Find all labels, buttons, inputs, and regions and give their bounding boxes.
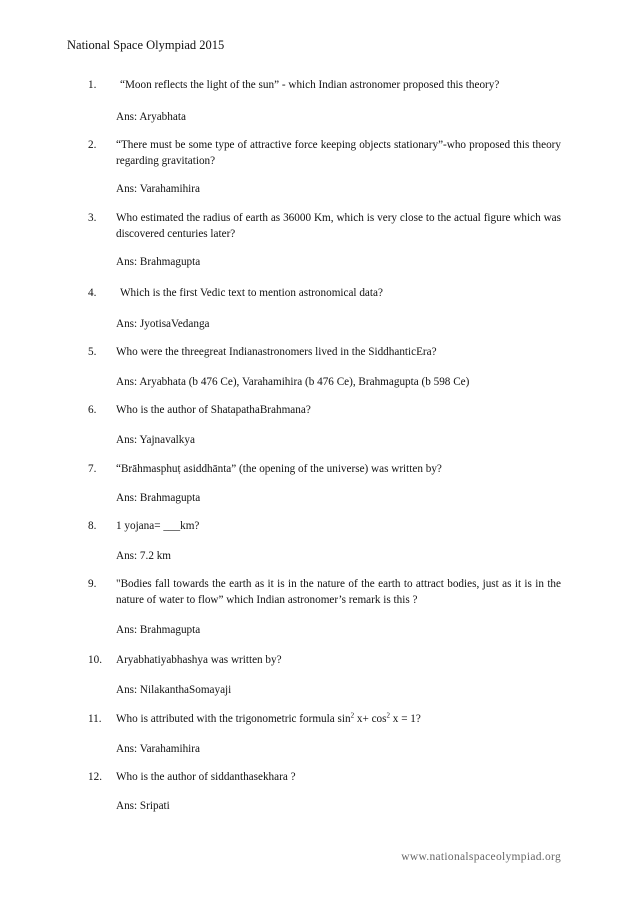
answer-12: Ans: Sripati (116, 800, 170, 812)
question-number: 12. (88, 771, 102, 783)
question-text: 1 yojana= ___km? (116, 520, 200, 532)
answer-10: Ans: NilakanthaSomayaji (116, 684, 232, 696)
question-7 (88, 461, 561, 477)
question-text: “Moon reflects the light of the sun” - which Indian astronomer proposed this theory? (120, 79, 500, 91)
answer-6: Ans: Yajnavalkya (116, 434, 195, 446)
answer-5: Ans: Aryabhata (b 476 Ce), Varahamihira (b 476 Ce), Brahmagupta (b 598 Ce) (116, 376, 470, 388)
answer-9: Ans: Brahmagupta (116, 624, 201, 636)
superscript-two: 2 (350, 711, 355, 720)
question-text-part: x+ cos (354, 713, 387, 725)
question-text: Aryabhatiyabhashya was written by? (116, 654, 282, 666)
answer-8: Ans: 7.2 km (116, 550, 172, 562)
question-8 (88, 518, 561, 534)
question-text-part: x = 1? (390, 713, 421, 725)
answer-1: Ans: Aryabhata (116, 111, 186, 123)
question-text: "Bodies fall towards the earth as it is in the nature of the earth to attract bodies, just as it is in the nature of water to flow” which Indian astronomer’s remark is this ? (116, 578, 561, 606)
question-number: 10. (88, 654, 102, 666)
question-11 (88, 711, 561, 727)
question-text: Who is the author of ShatapathaBrahmana? (116, 404, 311, 416)
question-number: 9. (88, 578, 97, 590)
question-12 (88, 769, 561, 785)
question-text (116, 711, 561, 727)
question-number: 11. (88, 713, 102, 725)
answer-3: Ans: Brahmagupta (116, 256, 201, 268)
question-4 (88, 285, 561, 301)
question-number: 2. (88, 139, 97, 151)
question-3 (88, 210, 561, 242)
question-9 (88, 576, 561, 608)
answer-2: Ans: Varahamihira (116, 183, 200, 195)
superscript-two: 2 (386, 711, 390, 720)
question-number: 7. (88, 463, 97, 475)
question-text: Who estimated the radius of earth as 36000 Km, which is very close to the actual figure which was discovered centuries later? (116, 212, 561, 240)
question-5 (88, 344, 561, 360)
question-10 (88, 652, 561, 668)
question-number: 1. (88, 79, 97, 91)
page-header: National Space Olympiad 2015 (67, 38, 225, 52)
question-text-part: Who is attributed with the trigonometric formula sin (116, 713, 351, 725)
question-text: Which is the first Vedic text to mention astronomical data? (120, 287, 383, 299)
website-footer: www.nationalspaceolympiad.org (401, 851, 561, 863)
answer-7: Ans: Brahmagupta (116, 492, 201, 504)
question-number: 5. (88, 346, 97, 358)
question-text: “There must be some type of attractive force keeping objects stationary”-who proposed this theory regarding gravitation? (116, 139, 561, 167)
question-number: 4. (88, 287, 97, 299)
answer-11: Ans: Varahamihira (116, 743, 200, 755)
question-number: 3. (88, 212, 97, 224)
question-text: Who were the threegreat Indianastronomers lived in the SiddhanticEra? (116, 346, 437, 358)
question-text: “Brāhmasphuṭ asiddhānta” (the opening of the universe) was written by? (116, 463, 442, 475)
question-1 (88, 77, 561, 93)
question-text: Who is the author of siddanthasekhara ? (116, 771, 296, 783)
question-number: 6. (88, 404, 97, 416)
question-6 (88, 402, 561, 418)
question-number: 8. (88, 520, 97, 532)
question-2 (88, 137, 561, 169)
answer-4: Ans: JyotisaVedanga (116, 318, 210, 330)
